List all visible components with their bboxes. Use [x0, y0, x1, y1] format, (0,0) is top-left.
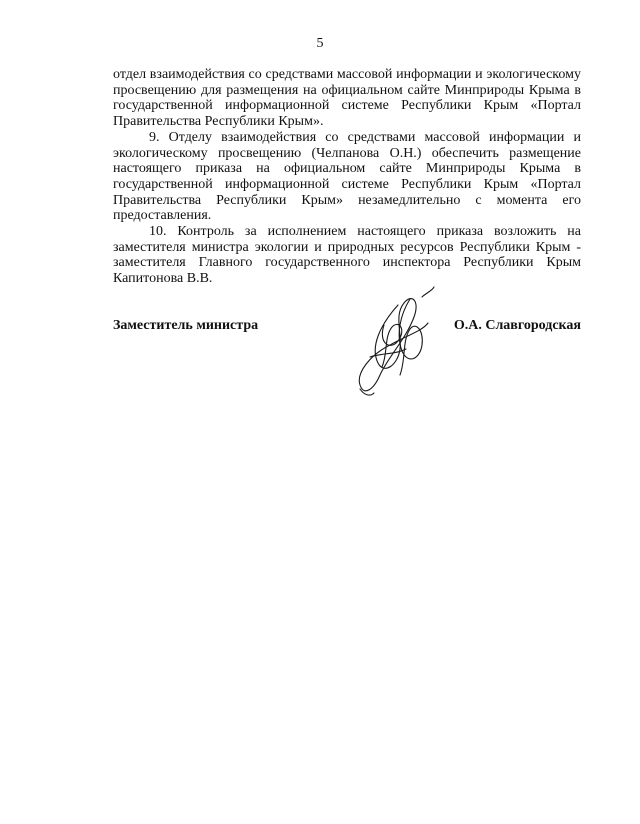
paragraph-item-9: 9. Отделу взаимодействия со средствами массовой информации и экологическому просвещению (Челпанова О.Н.) обеспечить размещение настоящего приказа на официальном сайте Минприроды Крыма в государственной информационной системе Республики Крым «Портал Правительства Республики Крым» незамедлительно с момента его предоставления.: [113, 129, 581, 224]
signatory-name: О.А. Славгородская: [453, 318, 581, 333]
paragraph-continuation: отдел взаимодействия со средствами массовой информации и экологическому просвещению для размещения на официальном сайте Минприроды Крыма в государственной информационной системе Республики Крым «Портал Правительства Республики Крым».: [113, 67, 581, 130]
signatory-title: Заместитель министра: [113, 318, 259, 333]
handwritten-signature-icon: [340, 285, 450, 400]
paragraph-item-10: 10. Контроль за исполнением настоящего приказа возложить на заместителя министра экологии и природных ресурсов Республики Крым - заместителя Главного государственного инспектора Республики Крым Капитонова В.В.: [113, 224, 581, 287]
page-number: 5: [316, 36, 324, 51]
document-body: [113, 67, 581, 287]
